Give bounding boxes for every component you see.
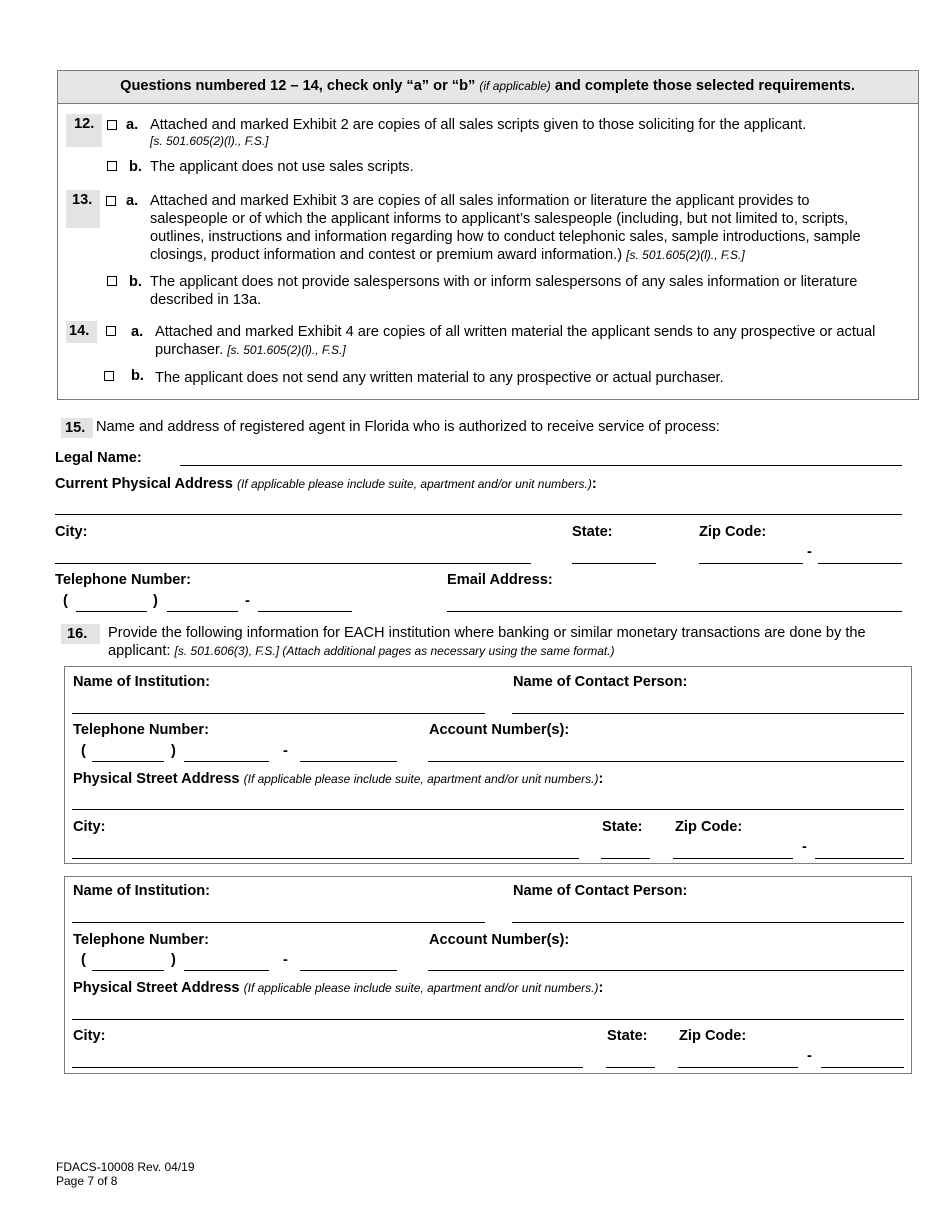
q15-zip-field[interactable] — [699, 563, 803, 564]
q16-text-line2 — [108, 642, 615, 660]
q15-email-field[interactable] — [447, 611, 902, 612]
q15-city-label: City: — [55, 524, 88, 540]
q15-zip-ext-field[interactable] — [818, 563, 902, 564]
inst1-state-field[interactable] — [601, 858, 650, 859]
inst1-tel-close-paren: ) — [171, 743, 176, 759]
q13b-checkbox[interactable] — [107, 276, 117, 286]
inst1-name-label: Name of Institution: — [73, 674, 211, 690]
q13a-checkbox[interactable] — [106, 196, 116, 206]
q15-tel-open-paren: ( — [63, 593, 68, 609]
header-applicable-note: (if applicable) — [479, 79, 551, 93]
q14a-letter: a. — [131, 324, 144, 340]
inst2-tel-area-field[interactable] — [92, 970, 164, 971]
q13a-text-line1: Attached and marked Exhibit 3 are copies of all sales information or literature the applicant provides to — [150, 193, 810, 209]
q12-number: 12. — [66, 114, 102, 147]
inst1-tel-line-field[interactable] — [300, 761, 397, 762]
inst2-tel-prefix-field[interactable] — [184, 970, 269, 971]
q13a-letter: a. — [126, 193, 139, 209]
inst2-tel-close-paren: ) — [171, 952, 176, 968]
q14-number: 14. — [66, 321, 97, 343]
inst1-zip-dash: - — [802, 839, 807, 855]
q15-tel-close-paren: ) — [153, 593, 158, 609]
inst1-state-label: State: — [602, 819, 643, 835]
header-text: Questions numbered 12 – 14, check only “a” or “b” — [120, 78, 476, 94]
inst2-city-field[interactable] — [72, 1067, 583, 1068]
q15-state-field[interactable] — [572, 563, 656, 564]
inst2-zip-dash: - — [807, 1048, 812, 1064]
q16-number: 16. — [61, 624, 100, 644]
q13a-citation: [s. 501.605(2)(l)., F.S.] — [626, 248, 745, 262]
inst2-contact-label: Name of Contact Person: — [513, 883, 688, 899]
q14a-text-line1: Attached and marked Exhibit 4 are copies of all written material the applicant sends to any prospective or actual — [155, 324, 876, 340]
form-number: FDACS-10008 Rev. 04/19 — [56, 1160, 195, 1174]
inst1-address-field[interactable] — [72, 809, 904, 810]
q14b-letter: b. — [131, 368, 144, 384]
inst2-address-colon: : — [598, 980, 604, 996]
inst2-address-field[interactable] — [72, 1019, 904, 1020]
header-text-2: and complete those selected requirements. — [554, 78, 855, 94]
inst1-account-field[interactable] — [428, 761, 904, 762]
q15-address-field[interactable] — [55, 514, 902, 515]
inst2-address-label: Physical Street Address — [73, 980, 240, 996]
q13a-text-line2: salespeople or of which the applicant informs to applicant’s salespeople (including, but not limited to, scripts, — [150, 211, 849, 227]
inst1-address-note: (If applicable please include suite, apartment and/or unit numbers.) — [243, 772, 599, 786]
q14a-text-line2 — [155, 341, 346, 359]
q15-zip-dash: - — [807, 544, 812, 560]
inst2-zip-ext-field[interactable] — [821, 1067, 904, 1068]
q15-legal-name-label: Legal Name: — [55, 450, 142, 466]
q12a-checkbox[interactable] — [107, 120, 117, 130]
inst1-contact-label: Name of Contact Person: — [513, 674, 688, 690]
institution-block-2 — [64, 876, 912, 1074]
inst2-zip-field[interactable] — [678, 1067, 798, 1068]
inst1-address-label: Physical Street Address — [73, 771, 240, 787]
inst1-address-label-row — [73, 770, 603, 788]
q15-address-colon: : — [591, 476, 597, 492]
q15-city-field[interactable] — [55, 563, 531, 564]
q15-email-label: Email Address: — [447, 572, 553, 588]
inst2-city-label: City: — [73, 1028, 106, 1044]
inst1-zip-ext-field[interactable] — [815, 858, 904, 859]
inst1-tel-open-paren: ( — [81, 743, 86, 759]
q13a-text-line4 — [150, 246, 745, 264]
q13b-text-line2: described in 13a. — [150, 292, 262, 308]
q15-text: Name and address of registered agent in Florida who is authorized to receive service of process: — [96, 419, 720, 435]
inst2-account-field[interactable] — [428, 970, 904, 971]
inst2-address-note: (If applicable please include suite, apartment and/or unit numbers.) — [243, 981, 599, 995]
inst2-address-label-row — [73, 979, 603, 997]
q15-tel-area-field[interactable] — [76, 611, 147, 612]
q15-address-label-row — [55, 475, 597, 493]
inst1-telephone-label: Telephone Number: — [73, 722, 209, 738]
q12a-text: Attached and marked Exhibit 2 are copies of all sales scripts given to those soliciting for the applicant. — [150, 117, 807, 133]
page-number: Page 7 of 8 — [56, 1174, 118, 1188]
q13a-text-line3: outlines, instructions and information regarding how to conduct telephonic sales, sample introductions, sample — [150, 229, 861, 245]
q12a-citation: [s. 501.605(2)(l)., F.S.] — [150, 134, 269, 148]
inst2-telephone-label: Telephone Number: — [73, 932, 209, 948]
q12b-letter: b. — [129, 159, 142, 175]
q14a-line2-text: purchaser. — [155, 342, 224, 358]
q14a-checkbox[interactable] — [106, 326, 116, 336]
q12b-checkbox[interactable] — [107, 161, 117, 171]
inst1-city-label: City: — [73, 819, 106, 835]
q15-state-label: State: — [572, 524, 613, 540]
inst1-address-colon: : — [598, 771, 604, 787]
q13b-letter: b. — [129, 274, 142, 290]
q14a-citation: [s. 501.605(2)(l)., F.S.] — [227, 343, 346, 357]
institution-block-1 — [64, 666, 912, 864]
q15-zip-label: Zip Code: — [699, 524, 767, 540]
q16-line2-text: applicant: — [108, 643, 171, 659]
inst1-zip-label: Zip Code: — [675, 819, 743, 835]
inst2-tel-line-field[interactable] — [300, 970, 397, 971]
inst2-name-label: Name of Institution: — [73, 883, 211, 899]
inst1-tel-prefix-field[interactable] — [184, 761, 269, 762]
inst2-zip-label: Zip Code: — [679, 1028, 747, 1044]
inst2-state-field[interactable] — [606, 1067, 655, 1068]
q15-tel-line-field[interactable] — [258, 611, 352, 612]
inst2-tel-dash: - — [283, 952, 288, 968]
q15-tel-dash: - — [245, 593, 250, 609]
inst1-tel-area-field[interactable] — [92, 761, 164, 762]
inst2-account-label: Account Number(s): — [429, 932, 570, 948]
q15-address-note: (If applicable please include suite, apartment and/or unit numbers.) — [236, 477, 592, 491]
inst2-tel-open-paren: ( — [81, 952, 86, 968]
q16-citation: [s. 501.606(3), F.S.] (Attach additional pages as necessary using the same format.) — [174, 644, 615, 658]
inst1-city-field[interactable] — [72, 858, 579, 859]
inst1-zip-field[interactable] — [673, 858, 793, 859]
q13b-text-line1: The applicant does not provide salespersons with or inform salespersons of any sales information or literature — [150, 274, 858, 290]
q13a-line4-text: closings, product information and contest or premium award information.) — [150, 247, 623, 263]
q12a-letter: a. — [126, 117, 139, 133]
q15-address-label: Current Physical Address — [55, 476, 233, 492]
q13-number: 13. — [66, 190, 100, 228]
q12b-text: The applicant does not use sales scripts. — [150, 159, 414, 175]
q15-tel-prefix-field[interactable] — [167, 611, 238, 612]
q16-text-line1: Provide the following information for EACH institution where banking or similar monetary transactions are done by the — [108, 625, 866, 641]
inst1-tel-dash: - — [283, 743, 288, 759]
q15-number: 15. — [61, 418, 93, 438]
inst1-contact-field[interactable] — [512, 713, 904, 714]
q15-legal-name-field[interactable] — [180, 465, 902, 466]
q15-telephone-label: Telephone Number: — [55, 572, 191, 588]
inst2-state-label: State: — [607, 1028, 648, 1044]
q14b-text: The applicant does not send any written material to any prospective or actual purchaser. — [155, 370, 724, 386]
inst1-account-label: Account Number(s): — [429, 722, 570, 738]
inst2-contact-field[interactable] — [512, 922, 904, 923]
inst1-name-field[interactable] — [72, 713, 485, 714]
q14b-checkbox[interactable] — [104, 371, 114, 381]
inst2-name-field[interactable] — [72, 922, 485, 923]
